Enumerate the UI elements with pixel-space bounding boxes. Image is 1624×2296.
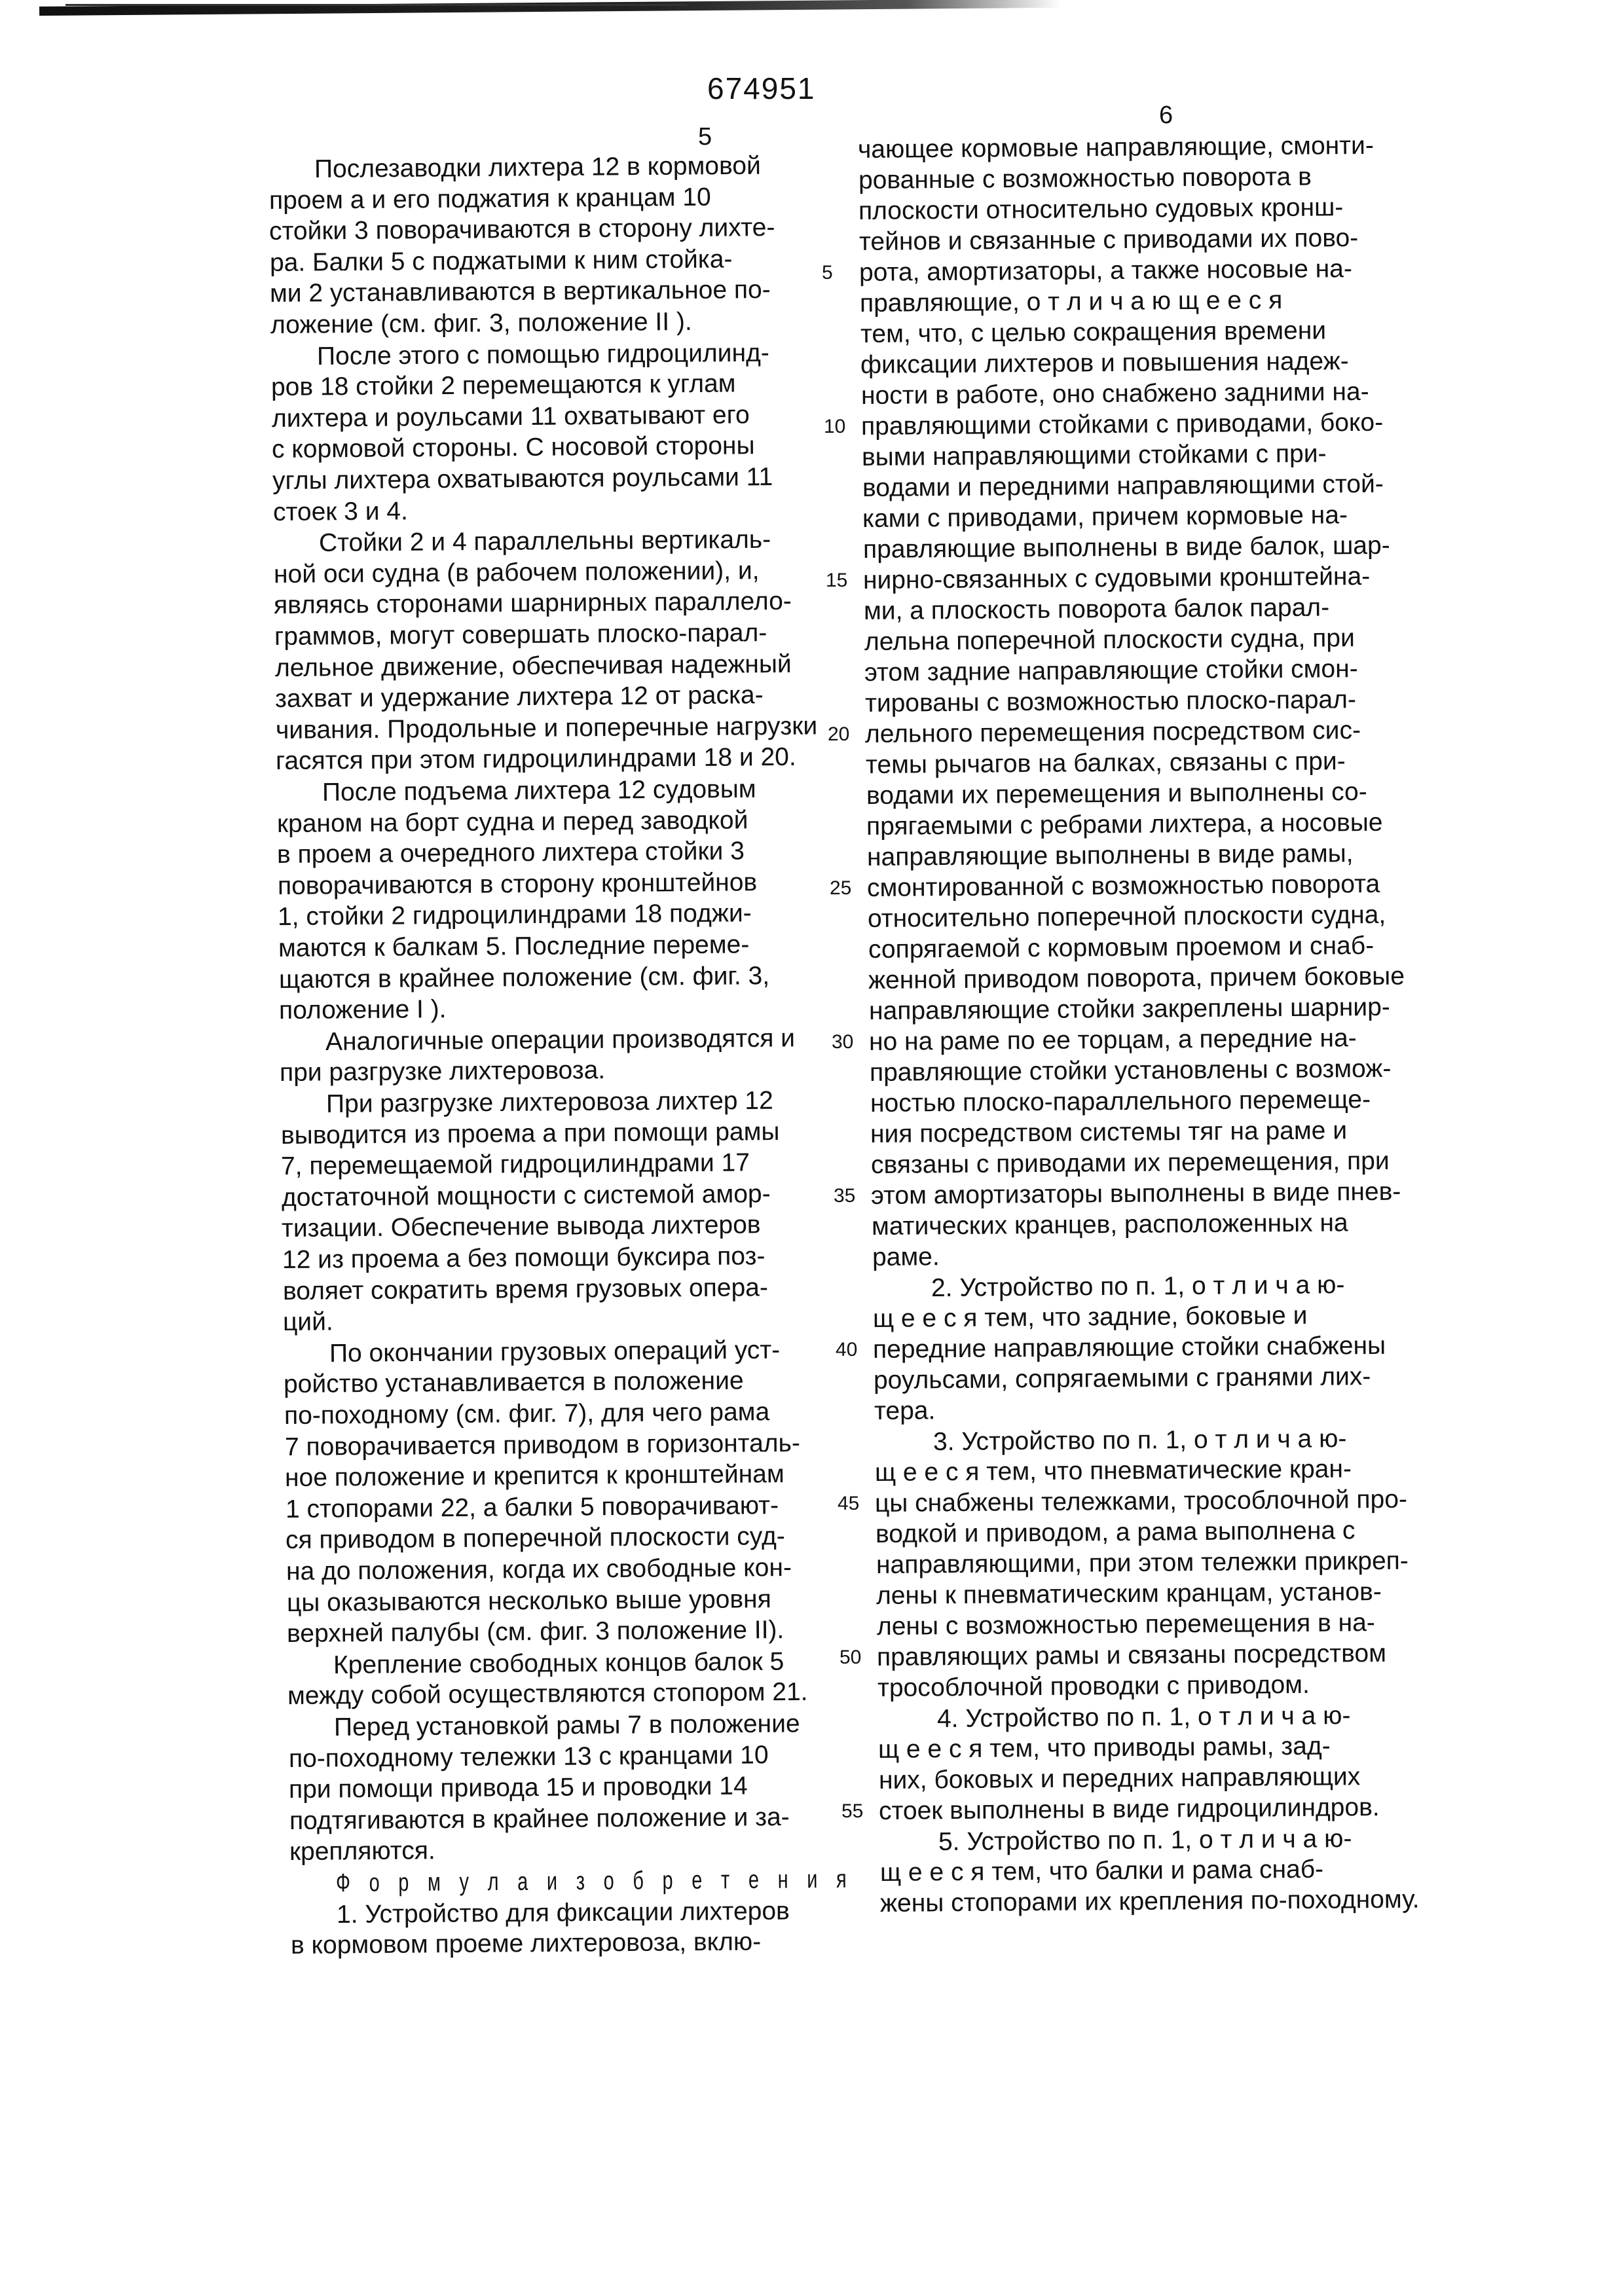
text-line: стойки 3 поворачиваются в сторону лихте- bbox=[269, 213, 775, 247]
text-line: Аналогичные операции производятся и bbox=[325, 1023, 795, 1057]
text-line: направляющие выполнены в виде рамы, bbox=[867, 839, 1354, 873]
line-number: 30 bbox=[832, 1031, 853, 1053]
text-line: крепляются. bbox=[289, 1836, 435, 1867]
right-page-number: 6 bbox=[1159, 101, 1173, 130]
text-line: ния посредством системы тяг на раме и bbox=[870, 1116, 1347, 1150]
text-line: лихтера и роульсами 11 охватывают его bbox=[272, 400, 750, 434]
text-line: сопрягаемой с кормовым проемом и снаб- bbox=[868, 931, 1373, 965]
text-line: 4. Устройство по п. 1, о т л и ч а ю- bbox=[936, 1701, 1350, 1734]
line-number: 20 bbox=[828, 723, 849, 746]
line-number: 40 bbox=[836, 1339, 857, 1361]
scan-artifact-line bbox=[65, 4, 688, 6]
text-line: тизации. Обеспечение вывода лихтеров bbox=[282, 1210, 761, 1244]
scan-artifact-bar bbox=[39, 0, 1061, 16]
text-line: ми 2 устанавливаются в вертикальное по- bbox=[270, 275, 771, 309]
text-line: 7 поворачивается приводом в горизонталь- bbox=[284, 1429, 800, 1463]
text-line: лельное движение, обеспечивая надежный bbox=[274, 649, 791, 683]
text-line: нирно-связанных с судовыми кронштейна- bbox=[863, 562, 1371, 596]
text-line: щ е е с я тем, что приводы рамы, зад- bbox=[878, 1732, 1331, 1765]
text-line: по-походному тележки 13 с кранцами 10 bbox=[288, 1740, 768, 1774]
text-line: захват и удержание лихтера 12 от раска- bbox=[275, 680, 764, 714]
line-number: 45 bbox=[838, 1493, 859, 1515]
text-line: связаны с приводами их перемещения, при bbox=[871, 1146, 1390, 1180]
text-line: чивания. Продольные и поперечные нагрузки bbox=[276, 712, 818, 746]
text-line: маются к балкам 5. Последние переме- bbox=[278, 930, 750, 964]
text-line: подтягиваются в крайнее положение и за- bbox=[289, 1802, 790, 1836]
text-line: них, боковых и передних направляющих bbox=[879, 1762, 1361, 1796]
text-line: трособлочной проводки с приводом. bbox=[877, 1670, 1310, 1704]
text-line: плоскости относительно судовых кронш- bbox=[858, 192, 1344, 227]
text-line: с кормовой стороны. С носовой стороны bbox=[272, 431, 755, 465]
text-line: верхней палубы (см. фиг. 3 положение II). bbox=[287, 1615, 784, 1649]
text-line: Стойки 2 и 4 параллельны вертикаль- bbox=[319, 525, 771, 558]
line-number: 25 bbox=[830, 877, 851, 900]
text-line: по-походному (см. фиг. 7), для чего рама bbox=[284, 1397, 770, 1431]
text-line: цы оказываются несколько выше уровня bbox=[286, 1584, 771, 1618]
text-line: ложение (см. фиг. 3, положение II ). bbox=[270, 307, 692, 340]
text-line: направляющие стойки закреплены шарнир- bbox=[869, 993, 1390, 1027]
text-line: водами их перемещения и выполнены со- bbox=[866, 777, 1367, 811]
line-number: 10 bbox=[824, 416, 845, 438]
left-page-number: 5 bbox=[698, 123, 712, 151]
text-line: По окончании грузовых операций уст- bbox=[329, 1336, 780, 1369]
text-line: тированы с возможностью плоско-парал- bbox=[865, 685, 1356, 719]
text-line: водкой и приводом, а рама выполнена с bbox=[876, 1516, 1356, 1550]
text-line: правляющие выполнены в виде балок, шар- bbox=[863, 531, 1390, 565]
text-line: лены к пневматическим кранцам, установ- bbox=[876, 1577, 1382, 1611]
text-line: краном на борт судна и перед заводкой bbox=[276, 805, 748, 839]
text-line: ности в работе, оно снабжено задними на- bbox=[861, 377, 1369, 411]
text-line: женной приводом поворота, причем боковые bbox=[868, 962, 1405, 996]
text-line: граммов, могут совершать плоско-парал- bbox=[274, 618, 767, 652]
line-number: 35 bbox=[834, 1185, 855, 1207]
text-line: выводится из проема а при помощи рамы bbox=[280, 1117, 779, 1151]
text-line: правляющие, о т л и ч а ю щ е е с я bbox=[860, 285, 1283, 319]
text-line: гасятся при этом гидроцилиндрами 18 и 20. bbox=[276, 742, 796, 776]
text-line: 1, стойки 2 гидроцилиндрами 18 поджи- bbox=[278, 898, 752, 932]
text-line: Ф о р м у л а и з о б р е т е н и я bbox=[336, 1865, 853, 1899]
text-line: После подъема лихтера 12 судовым bbox=[322, 774, 756, 808]
text-line: фиксации лихтеров и повышения надеж- bbox=[860, 346, 1349, 380]
text-line: правляющие стойки установлены с возмож- bbox=[870, 1054, 1392, 1088]
text-line: относительно поперечной плоскости судна, bbox=[868, 900, 1386, 934]
text-line: ра. Балки 5 с поджатыми к ним стойка- bbox=[270, 244, 733, 278]
text-line: ками с приводами, причем кормовые на- bbox=[862, 500, 1348, 534]
text-line: тем, что, с целью сокращения времени bbox=[860, 316, 1325, 350]
text-line: щ е е с я тем, что задние, боковые и bbox=[873, 1301, 1308, 1334]
text-line: ной оси судна (в рабочем положении), и, bbox=[274, 556, 760, 590]
text-line: лельного перемещения посредством сис- bbox=[865, 716, 1361, 750]
text-line: углы лихтера охватываются роульсами 11 bbox=[272, 462, 773, 496]
text-line: этом задние направляющие стойки смон- bbox=[864, 654, 1358, 688]
text-line: ций. bbox=[283, 1307, 333, 1338]
text-line: правляющими стойками с приводами, боко- bbox=[861, 408, 1384, 442]
text-line: этом амортизаторы выполнены в виде пнев- bbox=[871, 1177, 1401, 1211]
text-line: рованные с возможностью поворота в bbox=[858, 162, 1311, 196]
text-line: смонтированной с возможностью поворота bbox=[867, 869, 1380, 903]
line-number: 50 bbox=[840, 1647, 861, 1669]
text-line: являясь сторонами шарнирных параллело- bbox=[274, 587, 792, 621]
text-line: рота, амортизаторы, а также носовые на- bbox=[859, 254, 1352, 288]
text-line: лены с возможностью перемещения в на- bbox=[877, 1608, 1375, 1642]
text-line: правляющих рамы и связаны посредством bbox=[877, 1639, 1386, 1673]
text-line: раме. bbox=[872, 1242, 939, 1273]
text-line: ное положение и крепится к кронштейнам bbox=[285, 1459, 784, 1493]
text-line: направляющими, при этом тележки прикреп- bbox=[876, 1546, 1408, 1580]
text-line: при помощи привода 15 и проводки 14 bbox=[289, 1771, 748, 1805]
text-line: роульсами, сопрягаемыми с гранями лих- bbox=[874, 1362, 1371, 1396]
text-line: проем а и его поджатия к кранцам 10 bbox=[268, 183, 710, 216]
text-line: чающее кормовые направляющие, смонти- bbox=[858, 131, 1374, 165]
text-line: тера. bbox=[874, 1396, 935, 1427]
text-line: ностью плоско-параллельного перемеще- bbox=[870, 1085, 1370, 1119]
text-line: Послезаводки лихтера 12 в кормовой bbox=[314, 151, 761, 185]
text-line: воляет сократить время грузовых опера- bbox=[282, 1273, 767, 1307]
text-line: в кормовом проеме лихтеровоза, вклю- bbox=[291, 1927, 762, 1961]
text-line: на до положения, когда их свободные кон- bbox=[286, 1553, 792, 1587]
text-line: ся приводом в поперечной плоскости суд- bbox=[286, 1522, 785, 1556]
line-number: 55 bbox=[841, 1800, 863, 1823]
text-line: 12 из проема а без помощи буксира поз- bbox=[282, 1241, 766, 1275]
text-line: щ е е с я тем, что пневматические кран- bbox=[875, 1454, 1352, 1488]
text-line: темы рычагов на балках, связаны с при- bbox=[866, 746, 1346, 780]
text-line: прягаемыми с ребрами лихтера, а носовые bbox=[866, 808, 1383, 842]
text-line: 5. Устройство по п. 1, о т л и ч а ю- bbox=[938, 1824, 1352, 1857]
text-line: выми направляющими стойками с при- bbox=[862, 439, 1327, 473]
text-line: ми, а плоскость поворота балок парал- bbox=[864, 592, 1329, 627]
text-line: но на раме по ее торцам, а передние на- bbox=[869, 1023, 1357, 1057]
text-line: Перед установкой рамы 7 в положение bbox=[334, 1709, 800, 1743]
text-line: при разгрузке лихтеровоза. bbox=[280, 1055, 606, 1088]
patent-number: 674951 bbox=[707, 71, 816, 106]
text-line: стоек 3 и 4. bbox=[272, 496, 407, 528]
text-line: После этого с помощью гидроцилинд- bbox=[316, 338, 769, 372]
text-line: ройство устанавливается в положение bbox=[284, 1366, 744, 1400]
text-line: поворачиваются в сторону кронштейнов bbox=[278, 867, 758, 902]
text-line: 2. Устройство по п. 1, о т л и ч а ю- bbox=[931, 1270, 1345, 1303]
text-line: 3. Устройство по п. 1, о т л и ч а ю- bbox=[933, 1424, 1347, 1457]
text-line: положение I ). bbox=[279, 994, 447, 1026]
line-number: 15 bbox=[826, 570, 847, 592]
text-line: 1. Устройство для фиксации лихтеров bbox=[336, 1897, 789, 1930]
text-line: При разгрузке лихтеровоза лихтер 12 bbox=[326, 1086, 773, 1120]
text-line: в проем а очередного лихтера стойки 3 bbox=[277, 836, 745, 870]
text-line: между собой осуществляются стопором 21. bbox=[287, 1677, 808, 1711]
text-line: 1 стопорами 22, а балки 5 поворачивают- bbox=[286, 1491, 779, 1525]
text-line: лельна поперечной плоскости судна, при bbox=[864, 623, 1354, 657]
text-line: водами и передними направляющими стой- bbox=[862, 469, 1383, 503]
text-line: матических кранцев, расположенных на bbox=[872, 1208, 1348, 1242]
text-line: жены стопорами их крепления по-походному. bbox=[880, 1885, 1420, 1919]
text-line: цы снабжены тележками, трособлочной про- bbox=[875, 1485, 1407, 1519]
text-line: ров 18 стойки 2 перемещаются к углам bbox=[271, 369, 736, 403]
text-line: Крепление свободных концов балок 5 bbox=[333, 1647, 784, 1681]
text-line: достаточной мощности с системой амор- bbox=[282, 1179, 771, 1213]
text-line: щаются в крайнее положение (см. фиг. 3, bbox=[278, 961, 769, 995]
text-line: щ е е с я тем, что балки и рама снаб- bbox=[879, 1855, 1323, 1888]
line-number: 5 bbox=[822, 262, 833, 284]
text-line: передние направляющие стойки снабжены bbox=[873, 1331, 1386, 1365]
text-line: 7, перемещаемой гидроцилиндрами 17 bbox=[281, 1148, 750, 1182]
text-line: тейнов и связанные с приводами их пово- bbox=[859, 223, 1359, 257]
text-line: стоек выполнены в виде гидроцилиндров. bbox=[879, 1793, 1380, 1827]
